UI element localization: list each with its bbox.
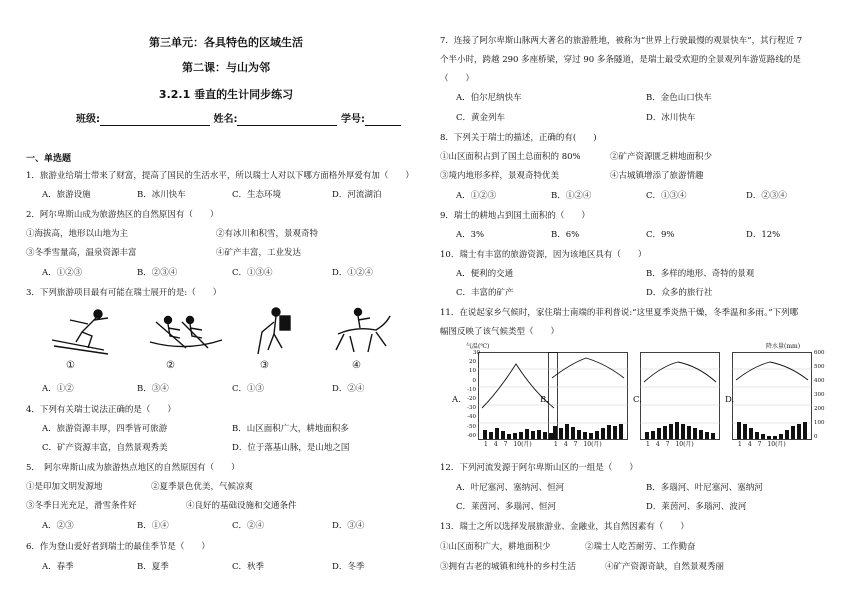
skier-image xyxy=(48,306,118,358)
q9-option-c[interactable]: C．9% xyxy=(646,230,675,240)
q1-option-a[interactable]: A．旅游设施 xyxy=(42,190,91,200)
q2-statement-2: ②有冰川和积雪，景观奇特 xyxy=(216,229,319,239)
precip-tick: 0 xyxy=(814,434,818,440)
q10-option-a[interactable]: A．便利的交通 xyxy=(456,269,514,279)
q3-option-c[interactable]: C．①③ xyxy=(232,384,265,394)
q7-option-d[interactable]: D．冰川快车 xyxy=(646,113,696,123)
q11-option-b[interactable]: B. xyxy=(540,395,549,405)
q11-option-a[interactable]: A. xyxy=(452,395,461,405)
q8-stem: 8．下列关于瑞士的描述，正确的有( ) xyxy=(440,133,597,143)
q5-option-d[interactable]: D．③④ xyxy=(332,521,365,531)
q12-option-a[interactable]: A．叶尼塞河、塞纳河、恒河 xyxy=(456,483,565,493)
q5-statement-2: ②夏季景色优美，气候凉爽 xyxy=(151,482,254,492)
q3-option-a[interactable]: A．①② xyxy=(42,384,74,394)
horse-riding-image xyxy=(326,306,396,356)
precip-tick: 600 xyxy=(814,350,825,356)
subtitle: 3.2.1 垂直的生计同步练习 xyxy=(158,88,294,101)
x-ticks-c: 1 4 7 10(月) xyxy=(646,441,694,448)
q10-stem: 10．瑞士有丰富的旅游资源，因为该地区具有（ ） xyxy=(440,250,647,260)
q7-option-b[interactable]: B．金色山口快车 xyxy=(646,93,712,103)
q7-option-a[interactable]: A．伯尔尼纳快车 xyxy=(456,93,522,103)
precip-tick: 100 xyxy=(814,420,825,426)
q11-option-c[interactable]: C. xyxy=(633,395,642,405)
class-label: 班级: xyxy=(76,114,100,125)
section-heading: 一、单选题 xyxy=(26,154,72,164)
q8-statement-4: ④古城镇增添了旅游情趣 xyxy=(610,171,704,181)
q2-option-b[interactable]: B．②③④ xyxy=(137,268,178,278)
q4-stem: 4．下列有关瑞士说法正确的是（ ） xyxy=(26,405,176,415)
q12-stem: 12．下列河流发源于阿尔卑斯山区的一组是（ ） xyxy=(440,463,638,473)
x-ticks-b: 1 4 7 10(月) xyxy=(554,441,602,448)
q10-option-d[interactable]: D．众多的旅行社 xyxy=(646,288,713,298)
precip-tick: 500 xyxy=(814,364,825,370)
temp-tick: -60 xyxy=(467,432,476,439)
q2-option-d[interactable]: D．①②④ xyxy=(332,268,373,278)
climate-chart-a[interactable] xyxy=(478,352,558,440)
precip-axis-label: 降水量(mm) xyxy=(766,343,801,350)
temp-tick: 10 xyxy=(469,368,476,375)
precip-tick: 200 xyxy=(814,406,825,412)
q5-statement-3: ③冬季日光充足，滑雪条件好 xyxy=(26,501,137,511)
q9-stem: 9．瑞士的耕地占到国土面积的（ ） xyxy=(440,211,590,221)
q12-option-b[interactable]: B．多瑙河、叶尼塞河、塞纳河 xyxy=(646,483,763,493)
q7-line-3: （ ） xyxy=(440,74,475,84)
q8-statement-1: ①山区面积占到了国土总面积的 80% xyxy=(440,152,581,162)
q11-line-2: 幅图反映了该气候类型（ ） xyxy=(440,327,560,337)
q8-option-d[interactable]: D．②③④ xyxy=(746,191,787,201)
name-label: 姓名: xyxy=(213,114,238,125)
precip-tick: 300 xyxy=(814,392,825,398)
q12-option-c[interactable]: C．莱茵河、多瑙河、恒河 xyxy=(456,502,557,512)
q3-stem: 3．下列旅游项目最有可能在瑞士展开的是:（ ） xyxy=(26,288,222,298)
climate-chart-c[interactable] xyxy=(640,352,720,440)
q5-option-b[interactable]: B．①④ xyxy=(137,521,169,531)
temp-tick: -30 xyxy=(467,405,476,412)
q4-option-b[interactable]: B．山区面积广大，耕地面积多 xyxy=(232,424,349,434)
q5-option-a[interactable]: A．②③ xyxy=(42,521,74,531)
q8-statement-2: ②矿产资源匮乏耕地面积少 xyxy=(610,152,713,162)
q1-option-c[interactable]: C．生态环境 xyxy=(232,190,282,200)
climate-chart-d[interactable] xyxy=(732,352,812,440)
q3-option-b[interactable]: B．③④ xyxy=(137,384,169,394)
lesson-title: 第二课：与山为邻 xyxy=(182,61,270,74)
temp-tick: 30 xyxy=(473,350,480,356)
q4-option-a[interactable]: A．旅游资源丰厚，四季皆可旅游 xyxy=(42,424,168,434)
q6-option-d[interactable]: D．冬季 xyxy=(332,562,365,572)
temp-tick: 0 xyxy=(472,377,476,384)
q8-statement-3: ③境内地形多样，景观奇特优美 xyxy=(440,171,560,181)
q9-option-d[interactable]: D．12% xyxy=(746,230,781,240)
q8-option-b[interactable]: B．①②④ xyxy=(551,191,592,201)
q13-statement-1: ①山区面积广大，耕地面积少 xyxy=(440,542,551,552)
temp-axis-label: 气温(℃) xyxy=(466,343,490,350)
q3-option-d[interactable]: D．②④ xyxy=(332,384,365,394)
temp-tick: -40 xyxy=(467,414,476,421)
q2-statement-3: ③冬季雪量高，温泉资源丰富 xyxy=(26,248,137,258)
q13-statement-2: ②瑞士人吃苦耐劳、工作勤奋 xyxy=(585,542,696,552)
q3-label-1: ① xyxy=(66,360,75,371)
q6-option-b[interactable]: B．夏季 xyxy=(137,562,169,572)
temp-tick: -20 xyxy=(467,396,476,402)
q11-option-d[interactable]: D. xyxy=(725,395,735,405)
x-ticks-d: 1 4 7 10(月) xyxy=(738,441,786,448)
id-field[interactable] xyxy=(365,116,401,126)
q8-option-a[interactable]: A．①②③ xyxy=(456,191,497,201)
hiker-image xyxy=(248,304,308,358)
q7-line-1: 7．连接了阿尔卑斯山脉两大著名的旅游胜地，被称为“世界上行驶最慢的观景快车”，其行程近 7 xyxy=(440,36,803,46)
class-field[interactable] xyxy=(100,116,210,126)
q6-option-a[interactable]: A．春季 xyxy=(42,562,74,572)
q4-option-d[interactable]: D．位于落基山脉，是山地之国 xyxy=(232,443,350,453)
q5-statement-1: ①是印加文明发源地 xyxy=(26,482,103,492)
q2-statement-4: ④矿产丰富，工业发达 xyxy=(216,248,302,258)
q1-option-b[interactable]: B．冰川快车 xyxy=(137,190,186,200)
q3-label-2: ② xyxy=(166,360,175,371)
q2-stem: 2．阿尔卑斯山成为旅游热区的自然原因有（ ） xyxy=(26,210,219,220)
precip-tick: 400 xyxy=(814,378,825,384)
q8-option-c[interactable]: C．①③④ xyxy=(646,191,687,201)
q7-line-2: 个半小时，跨越 290 多座桥梁，穿过 90 多条隧道，是瑞士最受欢迎的全景观列车游览路线的是 xyxy=(440,55,801,65)
x-ticks-a: 1 4 7 10(月) xyxy=(484,441,532,448)
q10-option-b[interactable]: B．多样的地形、奇特的景观 xyxy=(646,269,755,279)
q11-line-1: 11．在说起家乡气候时，家住瑞士南端的菲利普说:“这里夏季炎热干燥，冬季温和多雨。”下列哪 xyxy=(440,308,799,318)
q12-option-d[interactable]: D．莱茵河、多瑙河、波河 xyxy=(646,502,747,512)
q3-label-4: ④ xyxy=(352,360,361,371)
q5-option-c[interactable]: C．②④ xyxy=(232,521,265,531)
name-field[interactable] xyxy=(237,116,337,126)
q4-option-c[interactable]: C．矿产资源丰富，自然景观秀美 xyxy=(42,443,168,453)
q3-label-3: ③ xyxy=(260,360,269,371)
q13-statement-3: ③拥有古老的城镇和纯朴的乡村生活 xyxy=(440,562,577,572)
q1-stem: 1．旅游业给瑞士带来了财富，提高了国民的生活水平，所以瑞士人对以下哪方面格外厚爱有加（ ） xyxy=(26,171,414,181)
temp-tick: -10 xyxy=(467,386,476,393)
q2-option-c[interactable]: C．①③④ xyxy=(232,268,273,278)
q5-statement-4: ④良好的基础设施和交通条件 xyxy=(186,501,297,511)
q7-option-c[interactable]: C．黄金列车 xyxy=(456,113,506,123)
temp-tick: 20 xyxy=(469,359,476,366)
unit-title: 第三单元：各具特色的区域生活 xyxy=(149,36,303,49)
q2-option-a[interactable]: A．①②③ xyxy=(42,268,83,278)
q5-stem: 5． 阿尔卑斯山成为旅游热点地区的自然原因有（ ） xyxy=(26,463,240,473)
q1-option-d[interactable]: D．河流湖泊 xyxy=(332,190,382,200)
rowing-image xyxy=(146,308,226,356)
q13-stem: 13．瑞士之所以选择发展旅游业、金融业，其自然因素有（ ） xyxy=(440,522,689,532)
q2-statement-1: ①海拔高，地形以山地为主 xyxy=(26,229,129,239)
q9-option-a[interactable]: A．3% xyxy=(456,230,485,240)
temp-tick: -50 xyxy=(467,423,476,430)
q6-stem: 6．作为登山爱好者到瑞士的最佳季节是（ ） xyxy=(26,542,210,552)
climate-chart-b[interactable] xyxy=(548,352,628,440)
student-info-line xyxy=(76,114,401,126)
q13-statement-4: ④矿产资源奇缺，自然景观秀丽 xyxy=(605,562,725,572)
q9-option-b[interactable]: B．6% xyxy=(551,230,580,240)
id-label: 学号: xyxy=(340,114,365,125)
q6-option-c[interactable]: C．秋季 xyxy=(232,562,265,572)
q10-option-c[interactable]: C．丰富的矿产 xyxy=(456,288,514,298)
